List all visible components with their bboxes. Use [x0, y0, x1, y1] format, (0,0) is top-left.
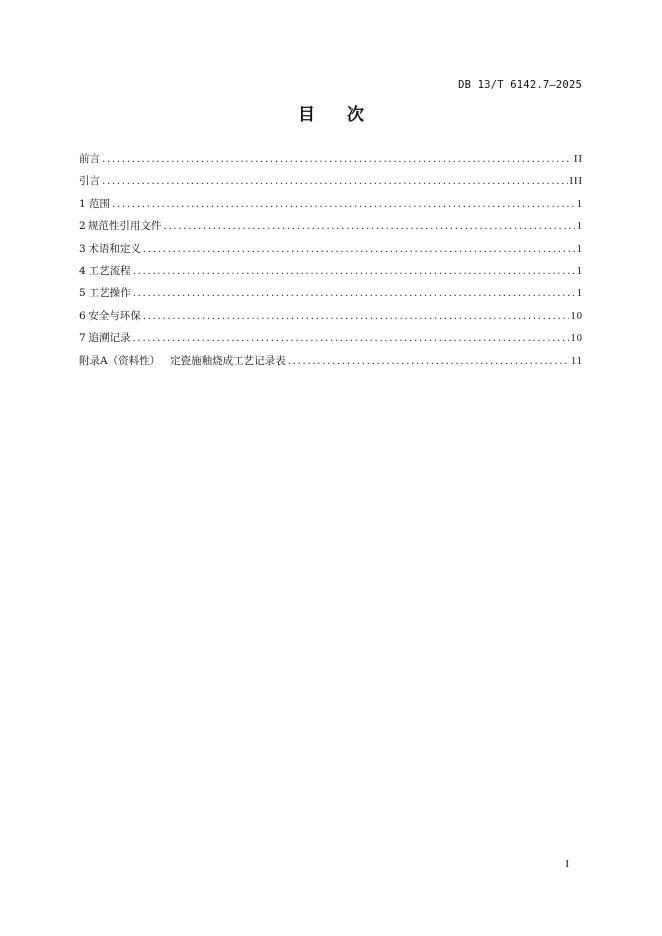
toc-dot-leader — [133, 260, 575, 282]
toc-list — [79, 148, 583, 372]
toc-entry-number: 2 — [79, 220, 86, 233]
toc-entry-label: 工艺操作 — [88, 287, 131, 300]
toc-appendix-title: 定瓷施釉烧成工艺记录表 — [170, 354, 286, 367]
toc-entry-terms-definitions[interactable] — [79, 238, 583, 260]
toc-dot-leader — [102, 170, 568, 192]
toc-title-part2: 次 — [347, 105, 364, 125]
toc-dot-leader — [143, 305, 569, 327]
toc-entry-label: 工艺流程 — [88, 264, 131, 277]
toc-dot-leader — [143, 238, 575, 260]
toc-entry-process-flow[interactable] — [79, 260, 583, 282]
toc-dot-leader — [102, 148, 572, 170]
toc-dot-leader — [112, 193, 575, 215]
toc-entry-normative-references[interactable] — [79, 215, 583, 237]
toc-entry-page: 11 — [570, 355, 583, 367]
toc-appendix-prefix: 附录A（资料性） — [79, 354, 161, 367]
toc-title — [0, 100, 662, 125]
toc-entry-number: 5 — [79, 287, 86, 300]
toc-entry-page: II — [574, 154, 583, 165]
toc-entry-number: 4 — [79, 264, 86, 277]
toc-entry-number: 3 — [79, 242, 86, 255]
toc-entry-page: 1 — [576, 265, 583, 277]
toc-dot-leader — [132, 327, 568, 349]
toc-entry-introduction[interactable] — [79, 170, 583, 192]
toc-dot-leader — [163, 215, 574, 237]
toc-entry-label: 规范性引用文件 — [87, 220, 162, 233]
toc-entry-number: 7 — [79, 332, 86, 345]
toc-entry-safety-environment[interactable] — [79, 305, 583, 327]
toc-entry-foreword[interactable] — [79, 148, 583, 170]
toc-entry-page: III — [569, 176, 583, 188]
toc-entry-page: 10 — [570, 333, 583, 345]
toc-title-part1: 目 — [298, 105, 315, 125]
toc-entry-page: 1 — [576, 243, 583, 255]
toc-entry-label: 追溯记录 — [88, 332, 131, 345]
toc-entry-page: 1 — [576, 198, 583, 210]
toc-appendix-label — [79, 350, 286, 372]
toc-entry-appendix-a[interactable] — [79, 350, 583, 372]
toc-entry-label: 前言 — [79, 153, 100, 165]
toc-entry-traceability-records[interactable] — [79, 327, 583, 349]
toc-entry-process-operation[interactable] — [79, 282, 583, 304]
toc-entry-label: 范围 — [89, 197, 111, 210]
page-number: I — [565, 858, 569, 870]
toc-entry-page: 1 — [576, 288, 583, 300]
toc-dot-leader — [133, 282, 575, 304]
toc-entry-label: 引言 — [79, 175, 100, 188]
toc-entry-number: 1 — [79, 197, 86, 210]
toc-entry-label: 安全与环保 — [88, 309, 141, 322]
toc-dot-leader — [288, 350, 569, 372]
toc-entry-scope[interactable] — [79, 193, 583, 215]
toc-entry-page: 10 — [570, 310, 583, 322]
document-code: DB 13/T 6142.7—2025 — [458, 79, 582, 91]
toc-entry-label: 术语和定义 — [88, 242, 141, 255]
toc-entry-number: 6 — [79, 309, 86, 322]
toc-entry-page: 1 — [576, 221, 583, 233]
